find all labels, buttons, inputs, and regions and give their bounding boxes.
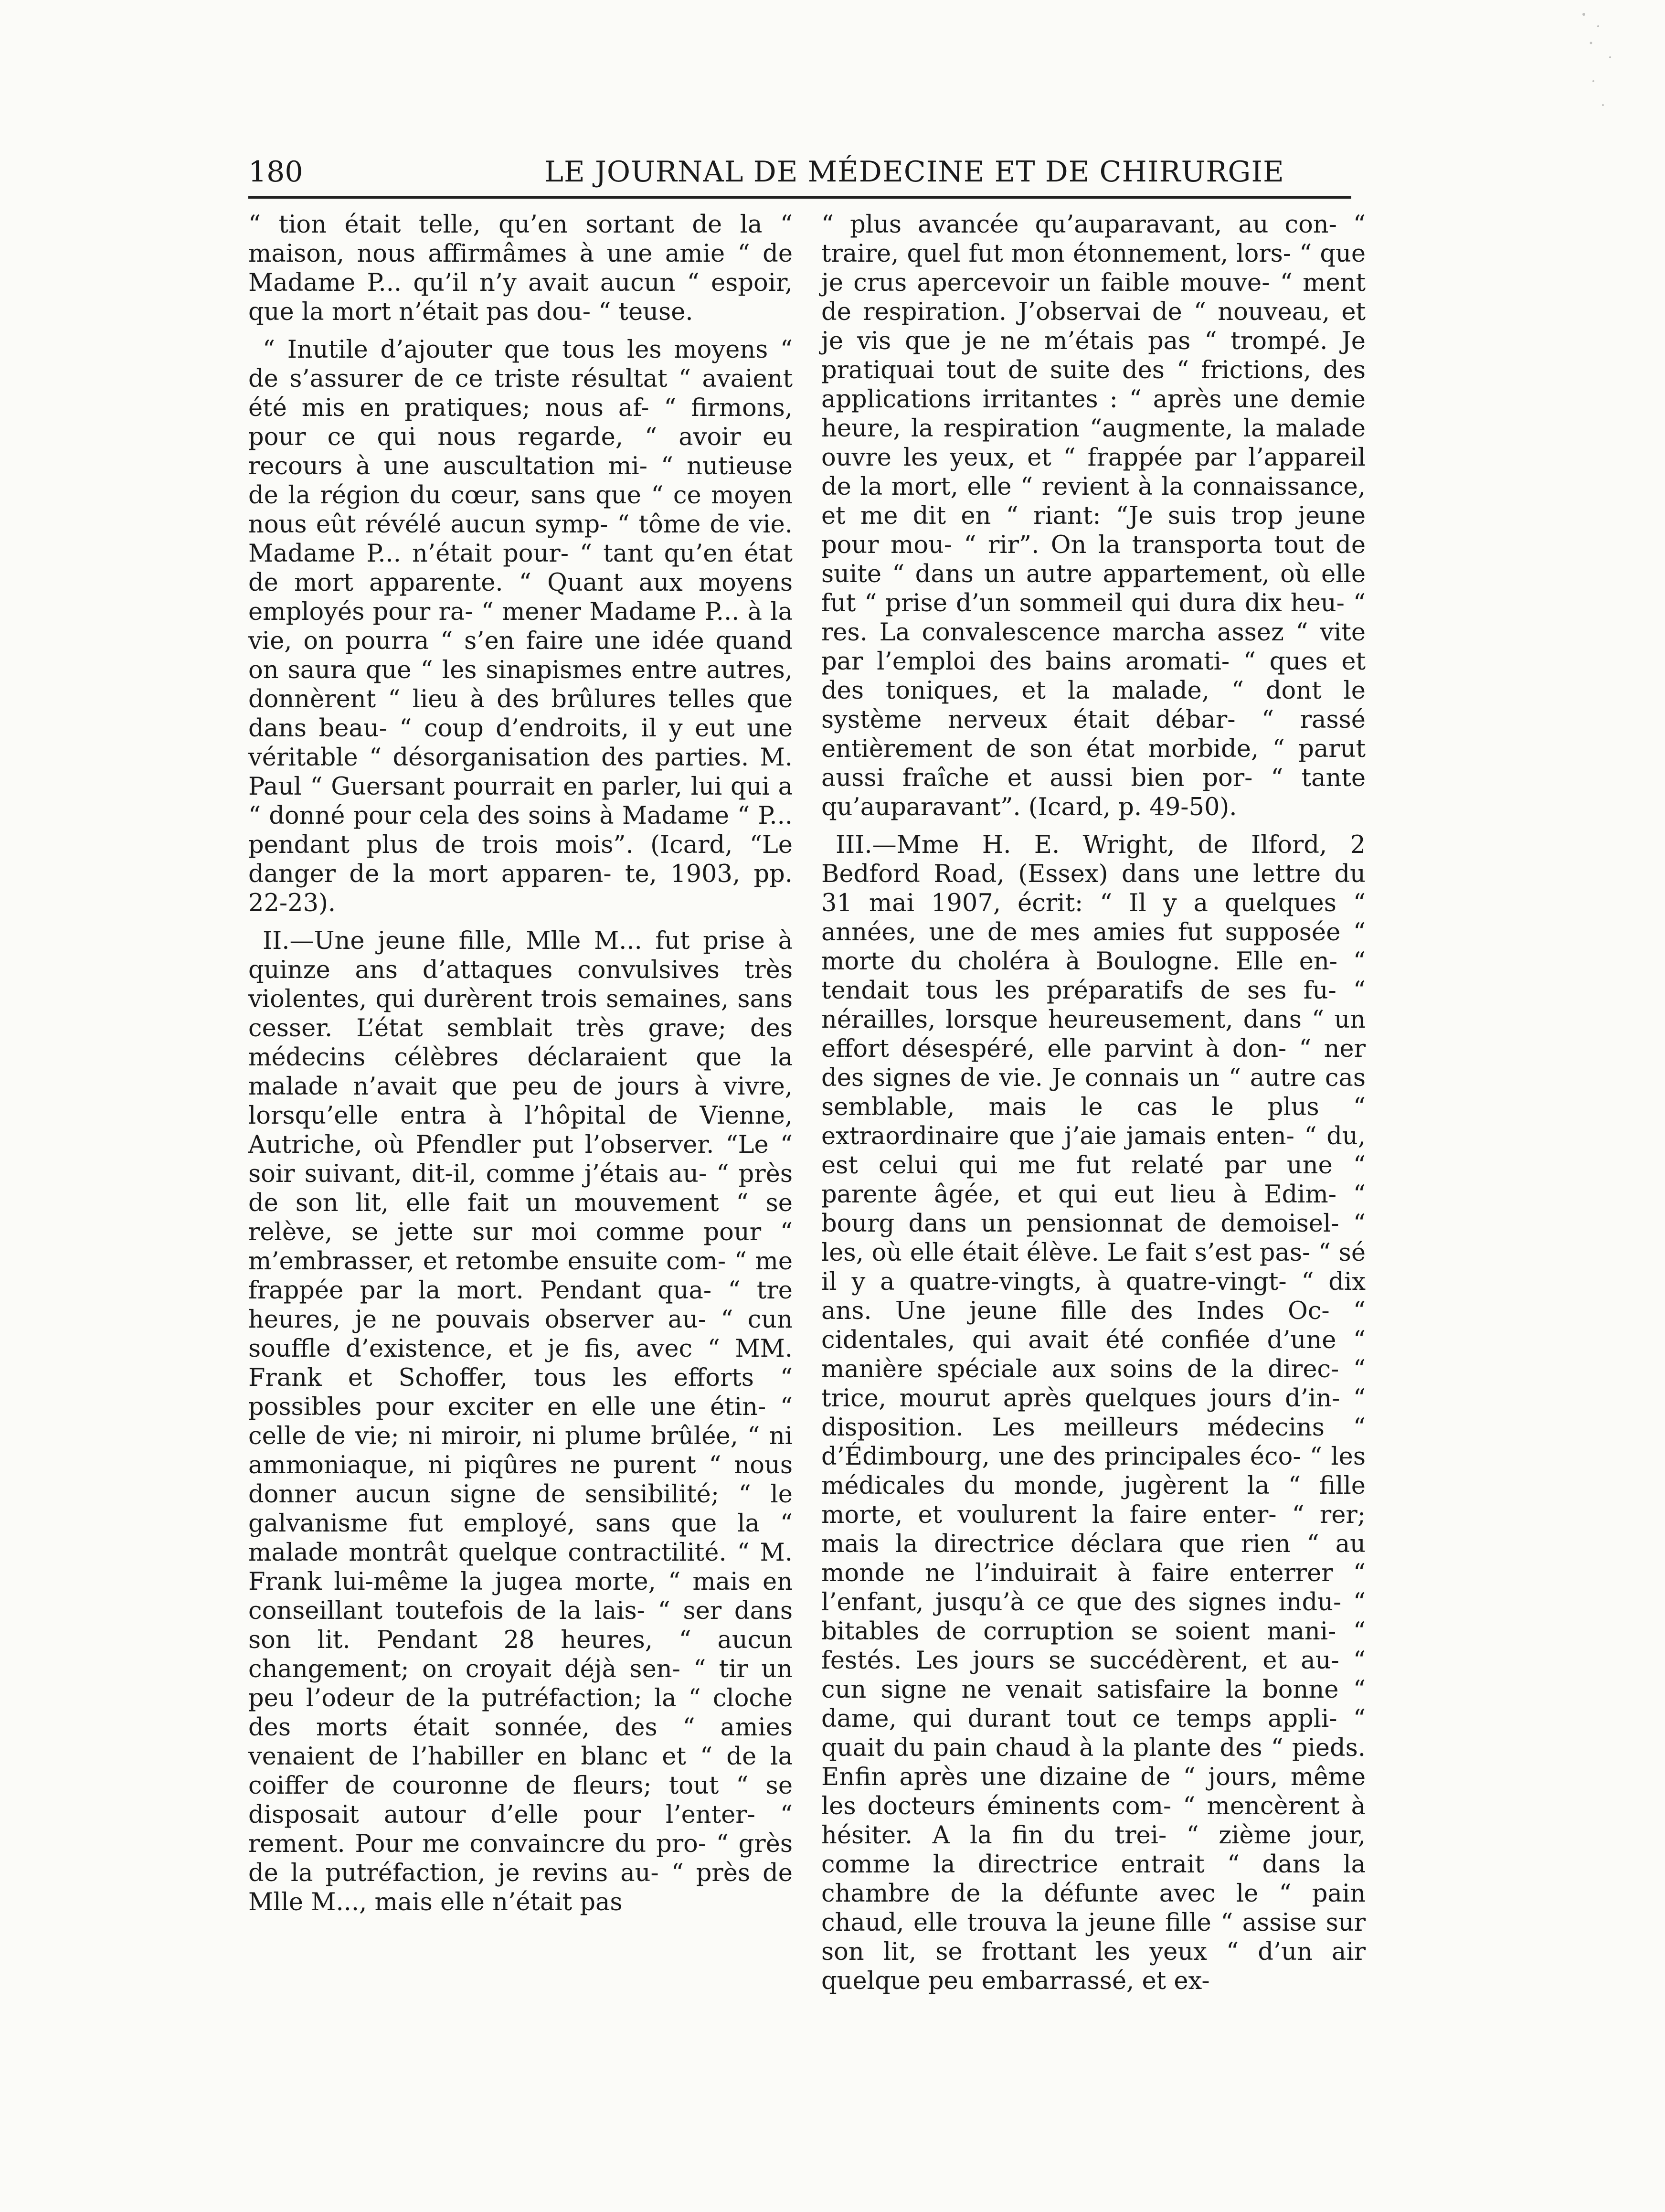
page-number: 180 bbox=[248, 155, 303, 189]
left-column bbox=[248, 210, 793, 1916]
header-rule bbox=[248, 196, 1351, 199]
paragraph: “ tion était telle, qu’en sortant de la “ maison, nous affirmâmes à une amie “ de Madame P... qu’il n’y avait aucun “ espoir, que la mort n’était pas dou- “ teuse. bbox=[248, 211, 793, 326]
page-header bbox=[248, 153, 1351, 191]
running-title: LE JOURNAL DE MÉDECINE ET DE CHIRURGIE bbox=[544, 155, 1284, 189]
right-column bbox=[821, 210, 1366, 1995]
paragraph: “ Inutile d’ajouter que tous les moyens “ de s’assurer de ce triste résultat “ avaient été mis en pratiques; nous af- “ firmons, pour ce qui nous regarde, “ avoir eu recours à une auscultation mi- “ nutieuse de la région du cœur, sans que “ ce moyen nous eût révélé aucun symp- “ tôme de vie. Madame P... n’était pour- “ tant qu’en état de mort apparente. “ Quant aux moyens employés pour ra- “ mener Madame P... à la vie, on pourra “ s’en faire une idée quand on saura que “ les sinapismes entre autres, donnèrent “ lieu à des brûlures telles que dans beau- “ coup d’endroits, il y eut une véritable “ désorganisation des parties. M. Paul “ Guersant pourrait en parler, lui qui a “ donné pour cela des soins à Madame “ P... pendant plus de trois mois”. (Icard, “Le danger de la mort apparen- te, 1903, pp. 22-23). bbox=[248, 336, 793, 917]
paragraph: III.—Mme H. E. Wright, de Ilford, 2 Bedford Road, (Essex) dans une lettre du 31 mai 1907, écrit: “ Il y a quelques “ années, une de mes amies fut supposée “ morte du choléra à Boulogne. Elle en- “ tendait tous les préparatifs de ses fu- “ nérailles, lorsque heureusement, dans “ un effort désespéré, elle parvint à don- “ ner des signes de vie. Je connais un “ autre cas semblable, mais le cas le plus “ extraordinaire que j’aie jamais enten- “ du, est celui qui me fut relaté par une “ parente âgée, et qui eut lieu à Edim- “ bourg dans un pensionnat de demoisel- “ les, où elle était élève. Le fait s’est pas- “ sé il y a quatre-vingts, à quatre-vingt- “ dix ans. Une jeune fille des Indes Oc- “ cidentales, qui avait été confiée d’une “ manière spéciale aux soins de la direc- “ trice, mourut après quelques jours d’in- “ disposition. Les meilleurs médecins “ d’Édimbourg, une des principales éco- “ les médicales du monde, jugèrent la “ fille morte, et voulurent la faire enter- “ rer; mais la directrice déclara que rien “ au monde ne l’induirait à faire enterrer “ l’enfant, jusqu’à ce que des signes indu- “ bitables de corruption se soient mani- “ festés. Les jours se succédèrent, et au- “ cun signe ne venait satisfaire la bonne “ dame, qui durant tout ce temps appli- “ quait du pain chaud à la plante des “ pieds. Enfin après une dizaine de “ jours, même les docteurs éminents com- “ mencèrent à hésiter. A la fin du trei- “ zième jour, comme la directrice entrait “ dans la chambre de la défunte avec le “ pain chaud, elle trouva la jeune fille “ assise sur son lit, se frottant les yeux “ d’un air quelque peu embarrassé, et ex- bbox=[821, 831, 1366, 1995]
scan-noise bbox=[1565, 0, 1632, 134]
paragraph: II.—Une jeune fille, Mlle M... fut prise à quinze ans d’attaques convulsives très violentes, qui durèrent trois semaines, sans cesser. L’état semblait très grave; des médecins célèbres déclaraient que la malade n’avait que peu de jours à vivre, lorsqu’elle entra à l’hôpital de Vienne, Autriche, où Pfendler put l’observer. “Le “ soir suivant, dit-il, comme j’étais au- “ près de son lit, elle fait un mouvement “ se relève, se jette sur moi comme pour “ m’embrasser, et retombe ensuite com- “ me frappée par la mort. Pendant qua- “ tre heures, je ne pouvais observer au- “ cun souffle d’existence, et je fis, avec “ MM. Frank et Schoffer, tous les efforts “ possibles pour exciter en elle une étin- “ celle de vie; ni miroir, ni plume brûlée, “ ni ammoniaque, ni piqûres ne purent “ nous donner aucun signe de sensibilité; “ le galvanisme fut employé, sans que la “ malade montrât quelque contractilité. “ M. Frank lui-même la jugea morte, “ mais en conseillant toutefois de la lais- “ ser dans son lit. Pendant 28 heures, “ aucun changement; on croyait déjà sen- “ tir un peu l’odeur de la putréfaction; la “ cloche des morts était sonnée, des “ amies venaient de l’habiller en blanc et “ de la coiffer de couronne de fleurs; tout “ se disposait autour d’elle pour l’enter- “ rement. Pour me convaincre du pro- “ grès de la putréfaction, je revins au- “ près de Mlle M..., mais elle n’était pas bbox=[248, 927, 793, 1916]
paragraph: “ plus avancée qu’auparavant, au con- “ traire, quel fut mon étonnement, lors- “ que je crus apercevoir un faible mouve- “ ment de respiration. J’observai de “ nouveau, et je vis que je ne m’étais pas “ trompé. Je pratiquai tout de suite des “ frictions, des applications irritantes : “ après une demie heure, la respiration “augmente, la malade ouvre les yeux, et “ frappée par l’appareil de la mort, elle “ revient à la connaissance, et me dit en “ riant: “Je suis trop jeune pour mou- “ rir”. On la transporta tout de suite “ dans un autre appartement, où elle fut “ prise d’un sommeil qui dura dix heu- “ res. La convalescence marcha assez “ vite par l’emploi des bains aromati- “ ques et des toniques, et la malade, “ dont le système nerveux était débar- “ rassé entièrement de son état morbide, “ parut aussi fraîche et aussi bien por- “ tante qu’auparavant”. (Icard, p. 49-50). bbox=[821, 211, 1366, 821]
